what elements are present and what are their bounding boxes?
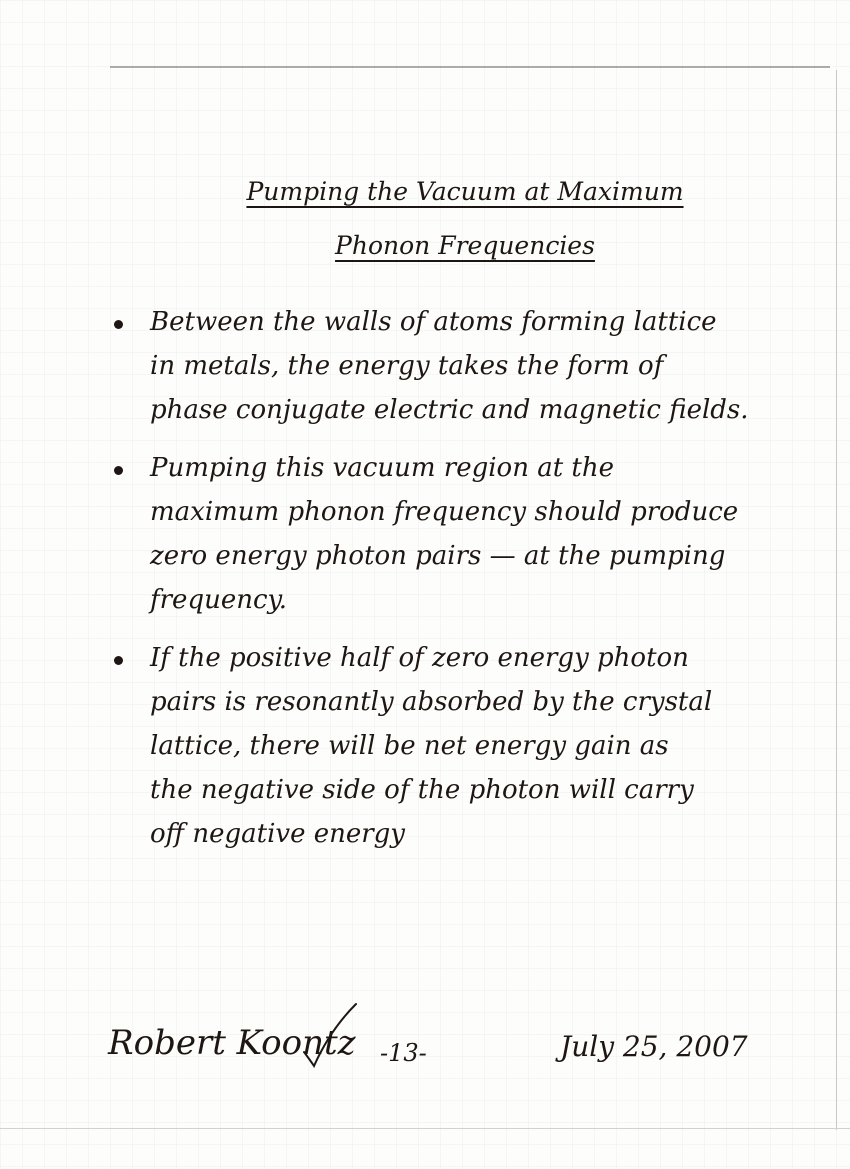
bullet-item (110, 446, 800, 622)
bullet-line: maximum phonon frequency should produce (150, 497, 739, 527)
bullet-line: zero energy photon pairs — at the pumping (150, 541, 726, 571)
bullet-dot-icon (114, 466, 123, 475)
bullet-line: lattice, there will be net energy gain as (150, 731, 669, 761)
title-line-1: Pumping the Vacuum at Maximum (246, 177, 684, 206)
signature: Robert Koontz (108, 1023, 356, 1063)
bullet-line: frequency. (150, 585, 288, 615)
top-rule (110, 66, 830, 68)
bottom-rule (0, 1128, 850, 1129)
bullet-dot-icon (114, 320, 123, 329)
bullet-line: the negative side of the photon will carry (150, 775, 694, 805)
signature-flourish-icon (300, 1000, 360, 1070)
title-line-2: Phonon Frequencies (335, 231, 595, 260)
bullet-line: pairs is resonantly absorbed by the crystal (150, 687, 713, 717)
bullet-list (110, 300, 800, 870)
bullet-line: If the positive half of zero energy photon (150, 643, 689, 673)
bullet-line: Pumping this vacuum region at the (150, 453, 615, 483)
bullet-line: phase conjugate electric and magnetic fields. (150, 395, 749, 425)
page-number: -13- (380, 1039, 427, 1067)
bullet-line: Between the walls of atoms forming lattice (150, 307, 717, 337)
bullet-item (110, 636, 800, 856)
page-edge (836, 70, 837, 1130)
bullet-line: in metals, the energy takes the form of (150, 351, 664, 381)
bullet-line: off negative energy (150, 819, 405, 849)
page-title (240, 165, 690, 273)
bullet-item (110, 300, 800, 432)
bullet-dot-icon (114, 656, 123, 665)
date: July 25, 2007 (560, 1030, 748, 1063)
